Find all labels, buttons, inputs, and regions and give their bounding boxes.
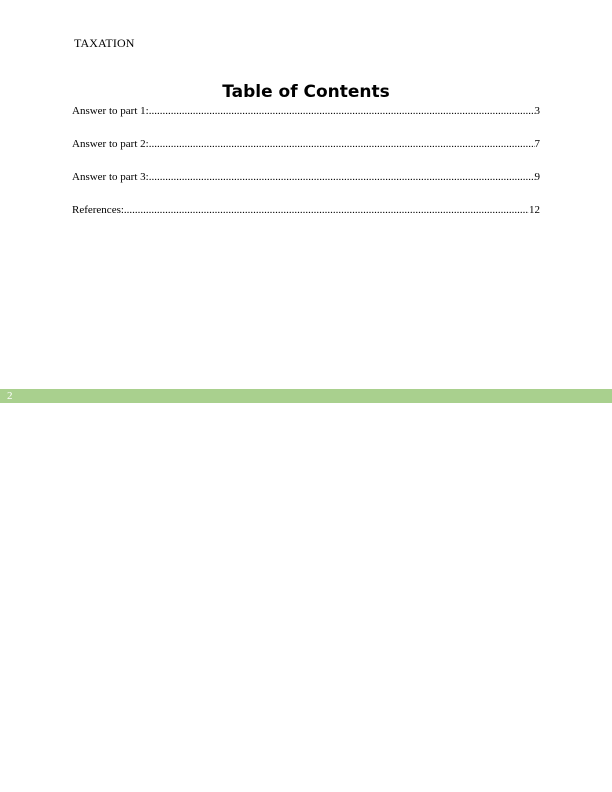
page-number: 2 [7, 390, 13, 402]
toc-title: Table of Contents [222, 82, 390, 102]
toc-leader-dots [149, 137, 535, 151]
toc-leader-dots [149, 104, 535, 118]
toc-entry-page: 9 [534, 171, 540, 183]
toc-entry-label: References: [72, 204, 124, 216]
toc-entry-part-1[interactable] [72, 104, 540, 118]
toc-entry-page: 12 [529, 204, 540, 216]
table-of-contents [72, 104, 540, 236]
toc-entry-label: Answer to part 2: [72, 138, 149, 150]
toc-entry-label: Answer to part 1: [72, 105, 149, 117]
toc-entry-references[interactable] [72, 203, 540, 217]
toc-entry-page: 3 [534, 105, 540, 117]
running-header: TAXATION [74, 36, 135, 50]
toc-entry-label: Answer to part 3: [72, 171, 149, 183]
toc-leader-dots [124, 203, 529, 217]
footer-band [0, 389, 612, 403]
toc-leader-dots [149, 170, 535, 184]
toc-entry-part-3[interactable] [72, 170, 540, 184]
toc-entry-part-2[interactable] [72, 137, 540, 151]
toc-entry-page: 7 [534, 138, 540, 150]
